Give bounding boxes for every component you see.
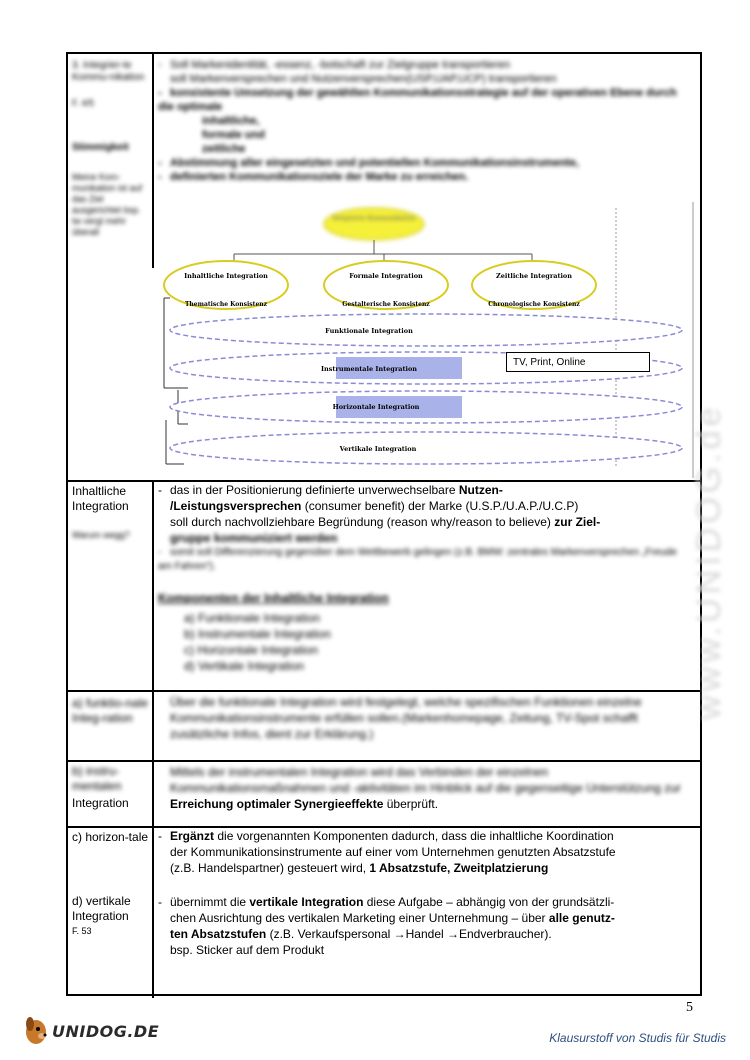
- text-line: das in der Positionierung definierte unverwechselbare: [170, 483, 459, 497]
- list-item: b) Instrumentale Integration: [184, 627, 331, 641]
- ellipse-content: [164, 261, 288, 309]
- ellipse-time: [472, 261, 596, 309]
- components-list: [158, 610, 692, 674]
- row-label: a) funktio-nale Integ-ration: [72, 696, 149, 725]
- bullet-text: konsistente Umsetzung der gewählten Kommunikationsstrategie auf der operativen Ebene durch die optimale: [158, 87, 677, 113]
- integration-diagram: [154, 202, 702, 478]
- text-bold: zur Ziel-: [554, 515, 601, 529]
- list-item: d) Vertikale Integration: [184, 659, 305, 673]
- content-text: - das in der Positionierung definierte unverwechselbare Nutzen- /Leistungsversprechen (consumer benefit) der Marke (U.S.P./U.A.P./U.C.P) soll durch nachvollziehbare Begründung (reason why/reason to believe) zur Ziel-: [158, 483, 601, 529]
- text-bold: ten Absatzstufen: [170, 927, 267, 941]
- bullet-text: Abstimmung aller eingesetzten und potentiellen Kommunikationsinstrumente,: [170, 157, 579, 169]
- footer-tagline: Klausurstoff von Studis für Studis: [549, 1031, 726, 1045]
- bullet-text: definierten Kommunikationsziele der Marke zu erreichen.: [170, 171, 469, 183]
- band-horizontal: [170, 391, 682, 423]
- ellipse-title: Inhaltliche Integration: [184, 272, 268, 280]
- ellipse-title: Zeitliche Integration: [496, 272, 572, 280]
- page-number: 5: [686, 1000, 693, 1015]
- row-title: 3. Integrier-te Kommu-nikation: [72, 60, 145, 83]
- ellipse-caption: Gestalterische Konsistenz: [342, 301, 430, 308]
- ellipse-caption: Thematische Konsistenz: [184, 301, 268, 308]
- content-text-blurred: gruppe kommuniziert werden - somit soll Differenzierung gegenüber dem Wettbewerb gelingen (z.B. BMW: zentrales Markenversprechen „Freude am Fahren“). Komponenten der Inhaltliche Integration a) Funktionale Integration b) Instrumentale Integration c) Horizontale Integration d) Vertikale Integration: [158, 530, 692, 674]
- text-line: gruppe kommuniziert werden: [170, 531, 338, 545]
- components-title: Komponenten der Inhaltliche Integration: [158, 591, 389, 605]
- text-bold: vertikale Integration: [249, 895, 364, 909]
- text-line: chen Ausrichtung des vertikalen Marketing einer Unternehmung – über: [170, 911, 549, 925]
- band-vertical: [170, 432, 682, 464]
- band-label: Horizontale Integration: [332, 403, 420, 411]
- band-functional: [170, 314, 682, 346]
- diagram-top-label: Integrierte Kommunikation: [332, 215, 416, 222]
- row-text: Mittels der instrumentalen Integration wird das Verbinden der einzelnen Kommunikationsmaßnahmen und -aktivitäten im Hinblick auf die gegenseitige Unterstützung zur: [170, 765, 681, 795]
- text-line: bsp. Sticker auf dem Produkt: [170, 943, 325, 957]
- content-row-title: Inhaltliche Integration: [72, 484, 129, 513]
- text-line: diese Aufgabe – abhängig von der grundsätzli-: [363, 895, 615, 909]
- content-table: [66, 52, 702, 996]
- row-divider: [68, 690, 700, 692]
- text-bold: 1 Absatzstufe, Zweitplatzierung: [369, 861, 549, 875]
- row-label: Integration: [72, 796, 129, 810]
- text-line: (z.B. Handelspartner) gesteuert wird,: [170, 861, 370, 875]
- text-bold: Erreichung optimaler Synergieeffekte: [170, 797, 384, 811]
- text-line: (z.B. Verkaufspersonal →Handel →Endverbraucher).: [266, 927, 552, 941]
- row-label: d) vertikale Integration: [72, 894, 131, 923]
- watermark: www.UNIDOG.de: [690, 403, 728, 720]
- band-label: Funktionale Integration: [325, 327, 413, 335]
- integrated-bullets: - Soll Markenidentität, -essenz, -botschaft zur Zielgruppe transportieren soll Markenversprechen und Nutzenversprechen(USP,UAP,UCP) transportieren - konsistente Umsetzung der gewählten Kommunikationsstrategie auf der operativen Ebene durch die optimale inhaltliche, formale und zeitliche - Abstimmung aller eingesetzten und potentiellen Kommunikationsinstrumente, - definierten Kommunikationsziele der Marke zu erreichen.: [158, 59, 677, 183]
- text-line: der Kommunikationsinstrumente auf einer vom Unternehmen genutzten Absatzstufe: [170, 845, 616, 859]
- text-bold: alle genutz-: [548, 911, 615, 925]
- row-text: Über die funktionale Integration wird festgelegt, welche spezifischen Funktionen einzelne Kommunikationsinstrumente erfüllen sollen.(Markenhomepage, Zeitung, TV-Spot schafft zusätzliche Infos, dient zur Erklärung.): [170, 695, 642, 741]
- logo-text[interactable]: UNIDOG.DE: [52, 1022, 160, 1041]
- diagram-top: [324, 208, 424, 240]
- ellipse-form: [324, 261, 448, 309]
- text-bold: Nutzen-: [458, 483, 503, 497]
- bullet-text: inhaltliche,: [202, 115, 260, 127]
- text-line: somit soll Differenzierung gegenüber dem Wettbewerb gelingen (z.B. BMW: zentrales Markenversprechen „Freude am Fahren“).: [158, 547, 677, 572]
- row-ref: F. 53: [72, 926, 92, 936]
- row-note: Meine Kom-munikation ist auf das Ziel ausgerichtet bsp. tw vergl mehr überall: [72, 172, 143, 237]
- row-subtitle: Stimmigkeit: [72, 142, 129, 153]
- ellipse-title: Formale Integration: [349, 272, 423, 280]
- text-line: die vorgenannten Komponenten dadurch, dass die inhaltliche Koordination: [214, 829, 614, 843]
- text-line: soll durch nachvollziehbare Begründung (reason why/reason to believe): [170, 515, 555, 529]
- text-line: (consumer benefit) der Marke (U.S.P./U.A.P./U.C.P): [301, 499, 579, 513]
- row-label: c) horizon-tale: [72, 830, 149, 844]
- row-divider: [68, 760, 700, 762]
- list-item: c) Horizontale Integration: [184, 643, 319, 657]
- text-line: überprüft.: [383, 797, 439, 811]
- content-row-sub: Warum wegg?: [72, 530, 130, 540]
- row-label: b) instru-mentalen: [72, 764, 122, 793]
- ellipse-caption: Chronologische Konsistenz: [488, 301, 580, 308]
- bullet-text: Soll Markenidentität, -essenz, -botschaft zur Zielgruppe transportieren: [170, 59, 510, 71]
- bullet-text: soll Markenversprechen und Nutzenversprechen(USP,UAP,UCP) transportieren: [170, 73, 557, 85]
- text-bold: Ergänzt: [170, 829, 215, 843]
- band-label: Instrumentale Integration: [320, 365, 418, 373]
- row-text: [158, 796, 692, 812]
- row-ref: F. 4/5: [72, 98, 95, 108]
- horizontal-text: - Ergänzt die vorgenannten Komponenten dadurch, dass die inhaltliche Koordination der Kommunikationsinstrumente auf einer vom Unternehmen genutzten Absatzstufe (z.B. Handelspartner) gesteuert wird, 1 Absatzstufe, Zweitplatzierung: [158, 828, 692, 876]
- media-callout: TV, Print, Online: [506, 352, 650, 372]
- text-line: übernimmt die: [170, 895, 250, 909]
- list-item: a) Funktionale Integration: [184, 611, 321, 625]
- bullet-text: zeitliche: [202, 143, 246, 155]
- band-label: Vertikale Integration: [339, 445, 417, 453]
- text-bold: /Leistungsversprechen: [170, 499, 302, 513]
- column-divider: [152, 480, 154, 998]
- vertical-text: - übernimmt die vertikale Integration diese Aufgabe – abhängig von der grundsätzli- chen Ausrichtung des vertikalen Marketing einer Unternehmung – über alle genutz- ten Absatzstufen (z.B. Verkaufspersonal →Handel →Endverbraucher). bsp. Sticker auf dem Produkt: [158, 894, 692, 958]
- bullet-text: formale und: [202, 129, 265, 141]
